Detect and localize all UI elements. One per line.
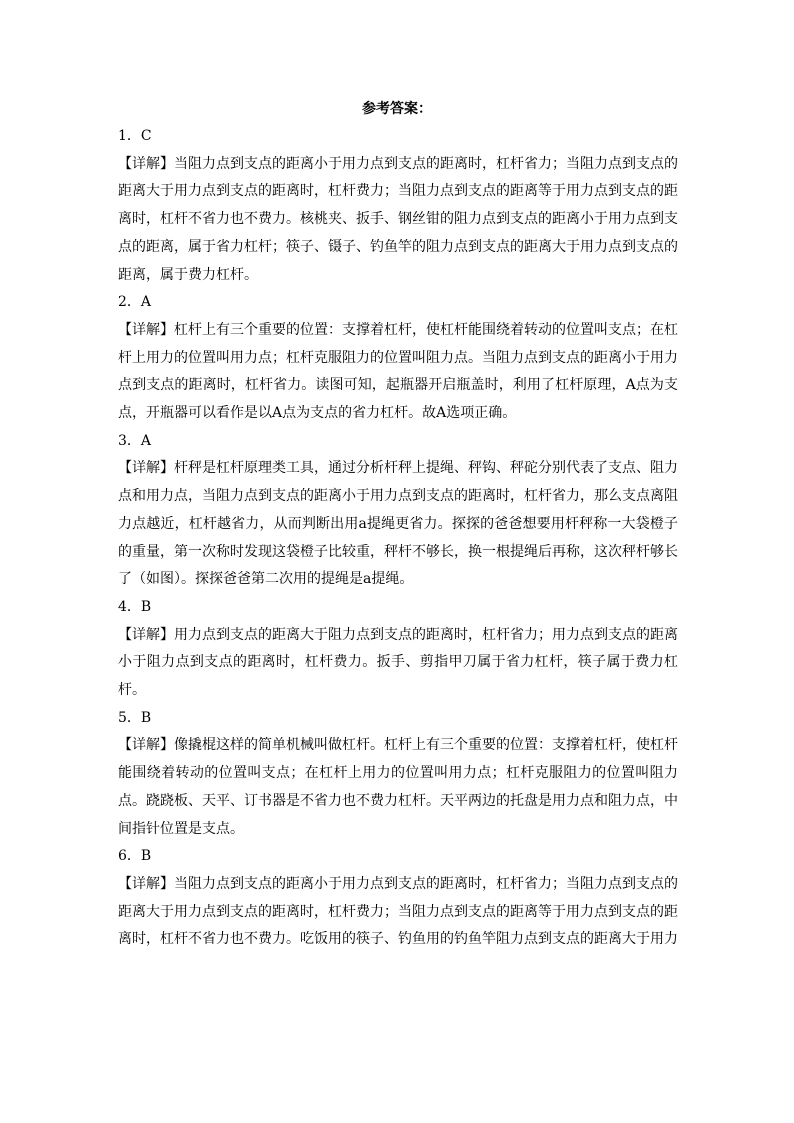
answer-number-5: 5．B xyxy=(118,709,152,726)
explanation-text: 杠杆上有三个重要的位置：支撑着杠杆，使杠杆能围绕着转动的位置叫支点；在杠杆上用力的位置叫用力点；杠杆克服阻力的位置叫阻力点。当阻力点到支点的距离小于用力点到支点的距离时，杠杆省力。读图可知，起瓶器开启瓶盖时，利用了杠杆原理，A点为支点，开瓶器可以看作是以A点为支点的省力杠杆。故A选项正确。 xyxy=(118,321,678,422)
answer-explanation-5 xyxy=(118,732,678,843)
answer-number-3: 3．A xyxy=(118,432,152,449)
answer-number-2: 2．A xyxy=(118,294,152,311)
page-title: 参考答案： xyxy=(362,101,432,117)
explanation-text: 像撬棍这样的简单机械叫做杠杆。杠杆上有三个重要的位置：支撑着杠杆，使杠杆能围绕着转动的位置叫支点；在杠杆上用力的位置叫用力点；杠杆克服阻力的位置叫阻力点。跷跷板、天平、订书器是不省力也不费力杠杆。天平两边的托盘是用力点和阻力点，中间指针位置是支点。 xyxy=(118,737,678,837)
explanation-text: 杆秤是杠杆原理类工具，通过分析杆秤上提绳、秤钩、秤砣分别代表了支点、阻力点和用力点，当阻力点到支点的距离小于用力点到支点的距离时，杠杆省力，那么支点离阻力点越近，杠杆越省力，从而判断出用a提绳更省力。探探的爸爸想要用杆秤称一大袋橙子的重量，第一次称时发现这袋橙子比较重，秤杆不够长，换一根提绳后再称，这次秤杆够长了（如图）。探探爸爸第二次用的提绳是a提绳。 xyxy=(118,460,678,588)
answer-list xyxy=(118,123,678,954)
explanation-tag: 【详解】 xyxy=(118,626,174,643)
answer-explanation-2 xyxy=(118,317,678,428)
explanation-tag: 【详解】 xyxy=(118,737,174,754)
answer-number-6: 6．B xyxy=(118,848,152,865)
explanation-tag: 【详解】 xyxy=(118,155,174,172)
explanation-tag: 【详解】 xyxy=(118,460,174,477)
answer-explanation-1 xyxy=(118,151,678,290)
answer-number-4: 4．B xyxy=(118,598,152,615)
explanation-tag: 【详解】 xyxy=(118,321,174,338)
answer-explanation-6 xyxy=(118,871,678,954)
answer-number-1: 1．C xyxy=(118,128,152,144)
explanation-text: 当阻力点到支点的距离小于用力点到支点的距离时，杠杆省力；当阻力点到支点的距离大于用力点到支点的距离时，杠杆费力；当阻力点到支点的距离等于用力点到支点的距离时，杠杆不省力也不费力。吃饭用的筷子、钓鱼用的钓鱼竿阻力点到支点的距离大于用力 xyxy=(118,875,678,948)
answer-explanation-3 xyxy=(118,455,678,594)
answer-explanation-4 xyxy=(118,622,678,705)
explanation-text: 当阻力点到支点的距离小于用力点到支点的距离时，杠杆省力；当阻力点到支点的距离大于用力点到支点的距离时，杠杆费力；当阻力点到支点的距离等于用力点到支点的距离时，杠杆不省力也不费力。核桃夹、扳手、钢丝钳的阻力点到支点的距离小于用力点到支点的距离，属于省力杠杆；筷子、镊子、钓鱼竿的阻力点到支点的距离大于用力点到支点的距离，属于费力杠杆。 xyxy=(118,155,678,283)
explanation-text: 用力点到支点的距离大于阻力点到支点的距离时，杠杆省力；用力点到支点的距离小于阻力点到支点的距离时，杠杆费力。扳手、剪指甲刀属于省力杠杆，筷子属于费力杠杆。 xyxy=(118,626,678,699)
explanation-tag: 【详解】 xyxy=(118,875,174,892)
